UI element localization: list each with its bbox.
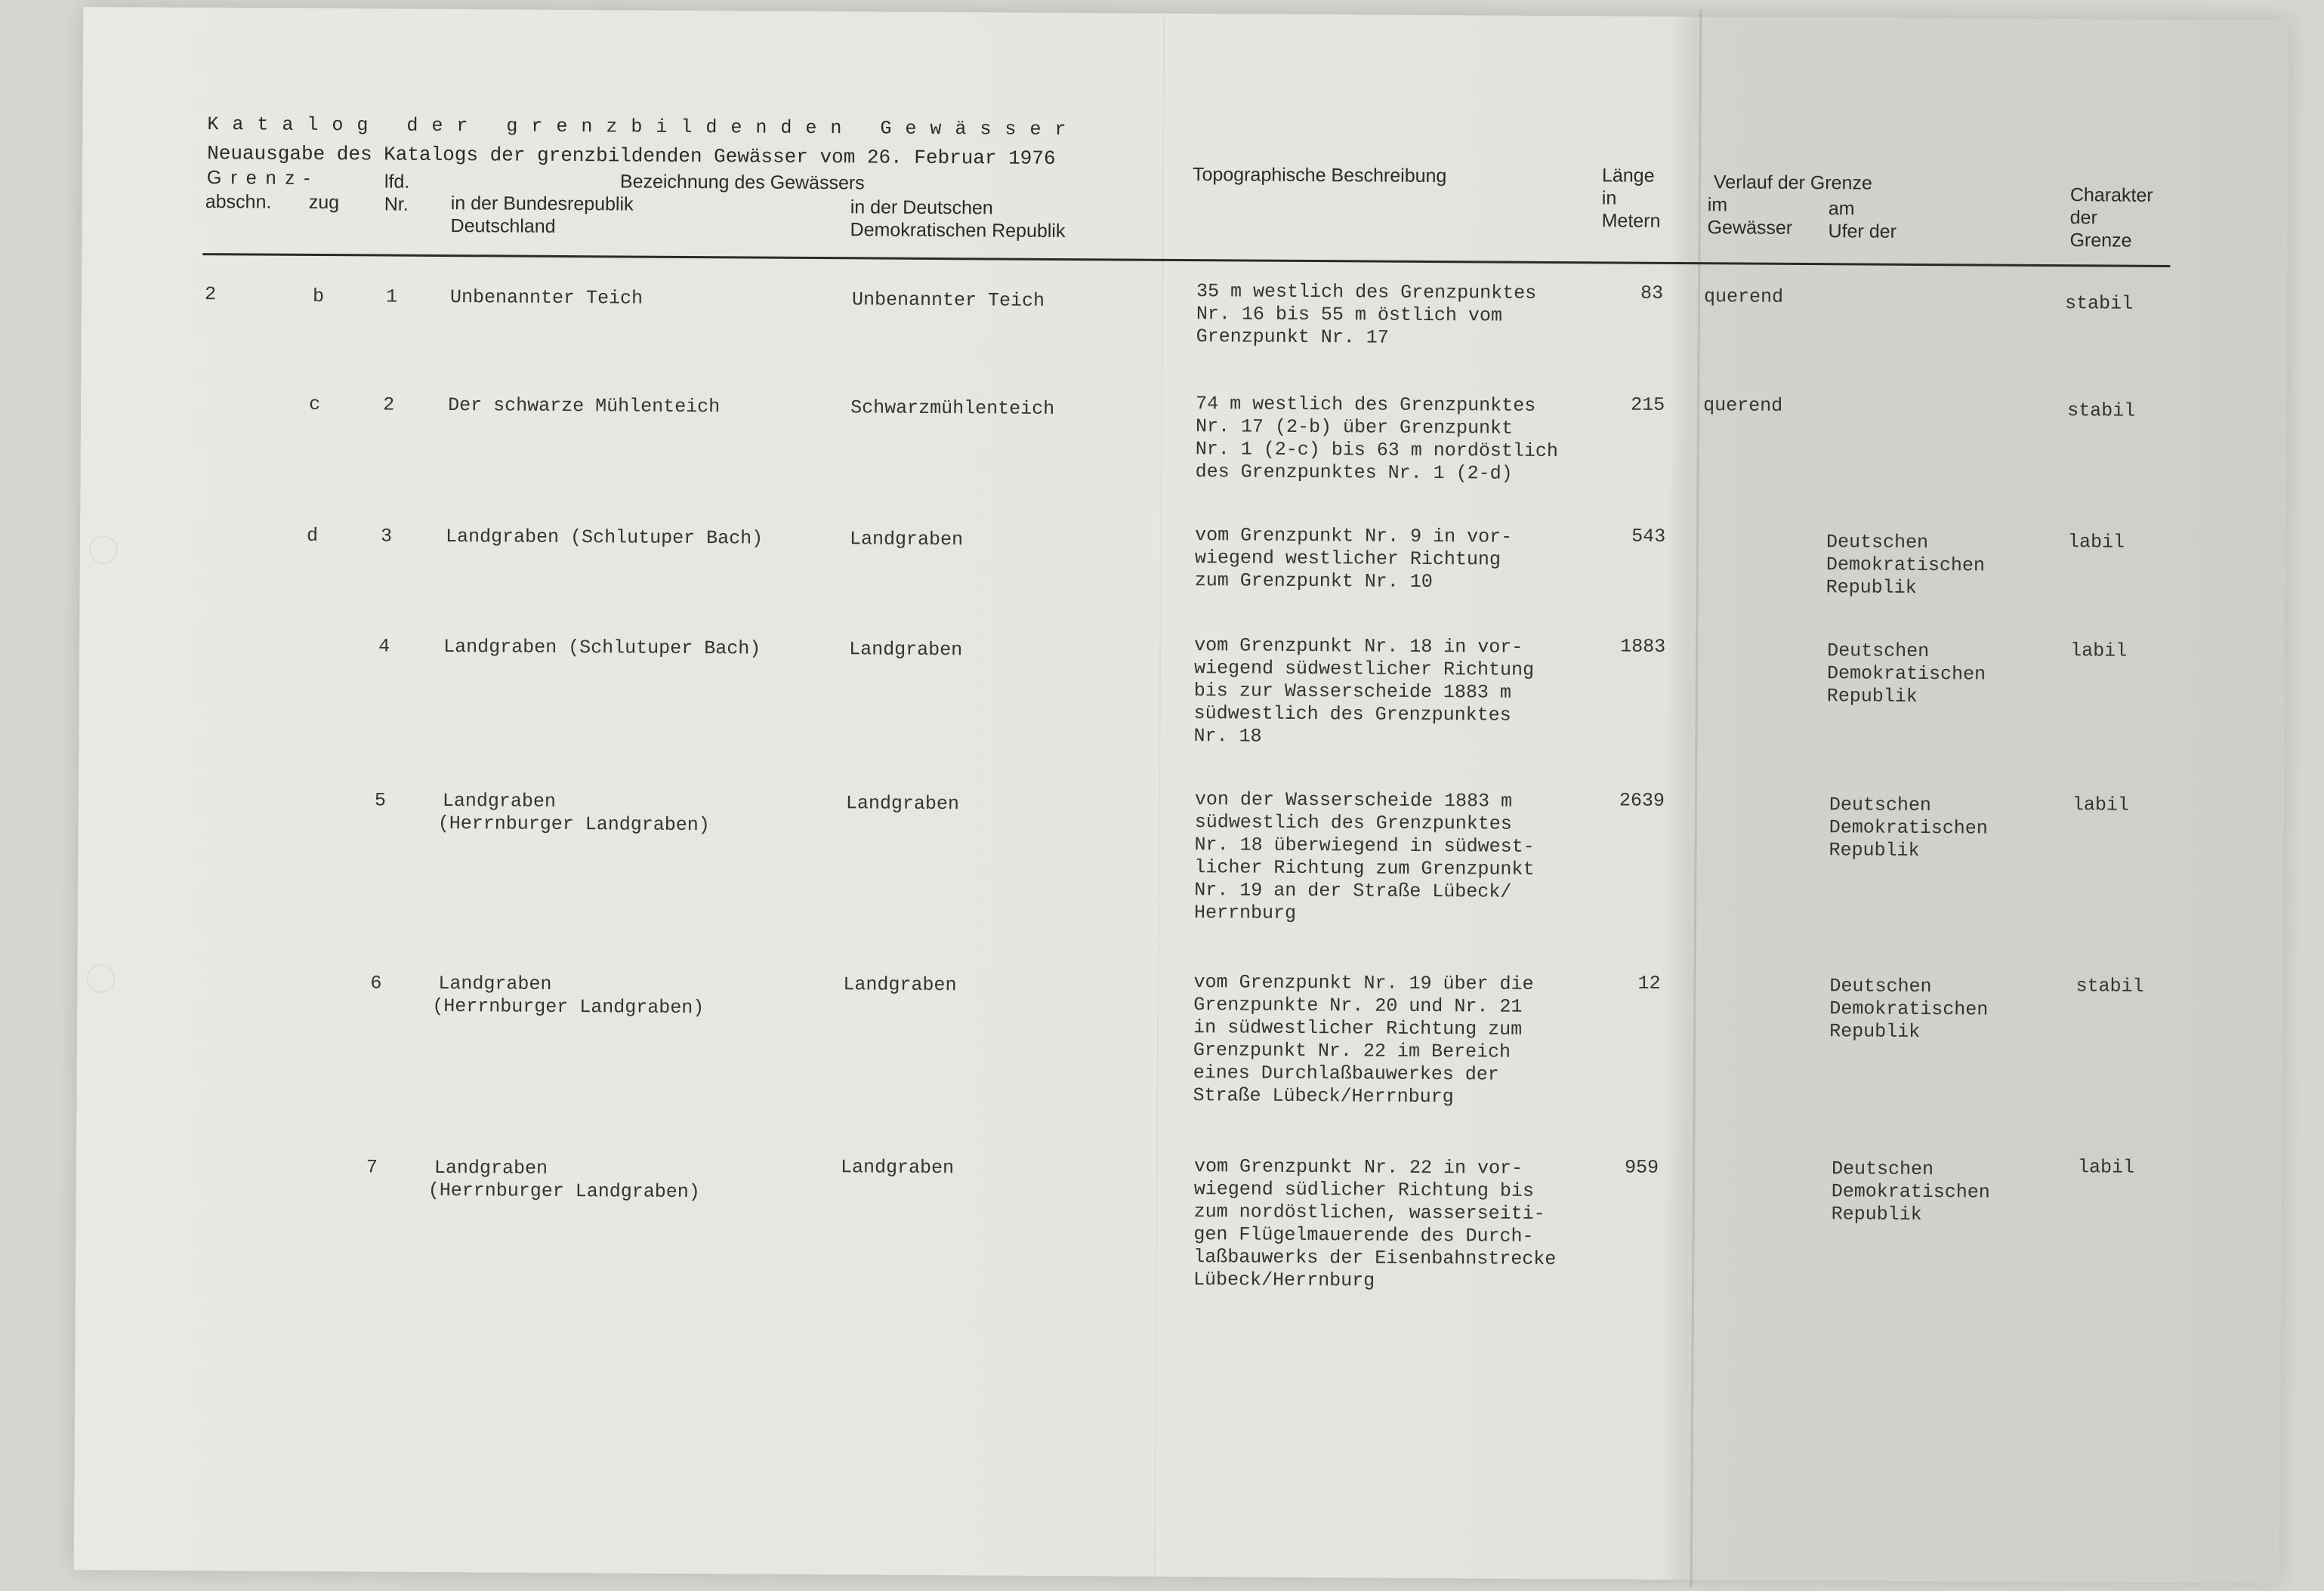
- header-laenge-line1: Länge: [1601, 165, 1655, 187]
- header-im-line2: Gewässer: [1707, 217, 1793, 239]
- cell-zug: c: [309, 393, 321, 416]
- cell-ddr-name: Landgraben: [843, 973, 957, 997]
- header-ddr-line2: Demokratischen Republik: [850, 219, 1066, 242]
- cell-topo-line: gen Flügelmauerende des Durch-: [1193, 1223, 1534, 1247]
- cell-brd-name: (Herrnburger Landgraben): [427, 1179, 700, 1204]
- cell-topo-line: Herrnburg: [1193, 902, 1297, 924]
- cell-ufer-line: Deutschen: [1826, 531, 1929, 554]
- header-ddr-line1: in der Deutschen: [850, 196, 993, 219]
- cell-ddr-name: Unbenannter Teich: [851, 288, 1045, 312]
- cell-nr: 7: [366, 1156, 378, 1179]
- cell-brd-name: Der schwarze Mühlenteich: [448, 394, 721, 418]
- cell-ufer-line: Demokratischen: [1826, 553, 1986, 577]
- cell-topo-line: wiegend südlicher Richtung bis: [1193, 1178, 1534, 1202]
- cell-topo-line: Grenzpunkt Nr. 22 im Bereich: [1193, 1039, 1511, 1063]
- cell-charakter: labil: [2070, 640, 2128, 662]
- cell-charakter: stabil: [2064, 292, 2134, 315]
- cell-ddr-name: Landgraben: [845, 792, 960, 816]
- header-zug: zug: [308, 191, 340, 214]
- cell-topo-line: licher Richtung zum Grenzpunkt: [1194, 856, 1535, 880]
- cell-charakter: stabil: [2067, 399, 2136, 422]
- cell-topo-line: zum nordöstlichen, wasserseiti-: [1193, 1201, 1545, 1225]
- cell-topo-line: Nr. 18: [1193, 725, 1262, 748]
- cell-nr: 4: [378, 635, 390, 658]
- cell-ufer-line: Demokratischen: [1829, 997, 1989, 1021]
- cell-topo-line: wiegend südwestlicher Richtung: [1193, 657, 1535, 681]
- cell-ddr-name: Schwarzmühlenteich: [850, 396, 1055, 420]
- header-im-line1: im: [1707, 194, 1728, 216]
- cell-laenge: 1883: [1620, 635, 1666, 658]
- cell-ufer-line: Republik: [1826, 685, 1918, 708]
- overlapping-sheet-edge: [1690, 9, 1702, 1587]
- cell-topo-line: Nr. 1 (2-c) bis 63 m nordöstlich: [1195, 438, 1558, 463]
- header-am-line2: Ufer der: [1828, 220, 1897, 242]
- header-bezeichnung: Bezeichnung des Gewässers: [619, 171, 865, 194]
- cell-topo-line: Lübeck/Herrnburg: [1193, 1269, 1375, 1292]
- cell-topo-line: 74 m westlich des Grenzpunktes: [1196, 393, 1536, 417]
- cell-topo-line: von der Wasserscheide 1883 m: [1194, 788, 1513, 812]
- cell-topo-line: vom Grenzpunkt Nr. 22 in vor-: [1193, 1155, 1523, 1179]
- cell-topo-line: Straße Lübeck/Herrnburg: [1193, 1084, 1454, 1108]
- header-nr: Nr.: [384, 193, 409, 215]
- cell-topo-line: in südwestlicher Richtung zum: [1193, 1016, 1523, 1041]
- cell-topo-line: 35 m westlich des Grenzpunktes: [1196, 280, 1537, 304]
- cell-nr: 6: [370, 972, 382, 994]
- header-charakter-line2: der: [2069, 207, 2097, 229]
- cell-topo-line: wiegend westlicher Richtung: [1194, 547, 1501, 571]
- header-grenz: Grenz-: [206, 167, 319, 190]
- cell-topo-line: Nr. 17 (2-b) über Grenzpunkt: [1195, 415, 1514, 439]
- header-rule: [202, 253, 2170, 267]
- header-charakter-line1: Charakter: [2069, 184, 2153, 206]
- cell-topo-line: vom Grenzpunkt Nr. 9 in vor-: [1195, 524, 1513, 548]
- punch-hole-mark: [89, 535, 118, 564]
- cell-ufer-line: Demokratischen: [1826, 662, 1986, 686]
- cell-brd-name: Unbenannter Teich: [449, 286, 643, 310]
- cell-ufer-line: Republik: [1829, 1020, 1921, 1043]
- cell-charakter: labil: [2067, 531, 2125, 553]
- cell-brd-name: (Herrnburger Landgraben): [432, 994, 705, 1019]
- cell-topo-line: Nr. 18 überwiegend in südwest-: [1194, 834, 1535, 858]
- punch-hole-mark: [86, 964, 115, 993]
- cell-topo-line: eines Durchlaßbauwerkes der: [1193, 1062, 1499, 1086]
- cell-ufer-line: Deutschen: [1829, 975, 1932, 998]
- cell-brd-name: Landgraben: [442, 790, 557, 812]
- cell-ddr-name: Landgraben: [849, 638, 963, 661]
- cell-topo-line: südwestlich des Grenzpunktes: [1194, 811, 1512, 835]
- cell-charakter: labil: [2077, 1156, 2135, 1179]
- cell-laenge: 83: [1640, 282, 1664, 304]
- cell-ufer-line: Republik: [1829, 839, 1920, 862]
- header-brd-line1: in der Bundesrepublik: [450, 193, 634, 215]
- catalog-subtitle: Neuausgabe des Katalogs der grenzbildenden Gewässer vom 26. Februar 1976: [207, 142, 1056, 170]
- cell-ufer-line: Demokratischen: [1829, 816, 1988, 840]
- cell-ufer-line: Deutschen: [1827, 640, 1930, 663]
- cell-topo-line: Nr. 16 bis 55 m östlich vom: [1196, 303, 1503, 327]
- cell-abschn: 2: [204, 283, 217, 306]
- header-abschn: abschn.: [205, 191, 272, 213]
- cell-topo-line: vom Grenzpunkt Nr. 19 über die: [1193, 971, 1534, 995]
- header-topo: Topographische Beschreibung: [1192, 164, 1447, 187]
- cell-nr: 5: [374, 789, 387, 812]
- catalog-title: Katalog der grenzbildenden Gewässer: [207, 113, 1080, 141]
- header-laenge-line2: in: [1601, 187, 1617, 209]
- cell-laenge: 959: [1624, 1156, 1659, 1179]
- cell-ufer-line: Demokratischen: [1831, 1180, 1990, 1204]
- cell-ufer-line: Deutschen: [1829, 794, 1932, 817]
- cell-charakter: stabil: [2076, 975, 2144, 997]
- cell-topo-line: zum Grenzpunkt Nr. 10: [1194, 569, 1433, 594]
- cell-brd-name: Landgraben: [438, 972, 552, 995]
- header-verlauf: Verlauf der Grenze: [1713, 171, 1872, 194]
- cell-topo-line: des Grenzpunktes Nr. 1 (2-d): [1195, 461, 1513, 485]
- cell-ddr-name: Landgraben: [849, 528, 964, 551]
- header-am-line1: am: [1828, 198, 1855, 220]
- cell-laenge: 2639: [1619, 789, 1665, 812]
- header-laenge-line3: Metern: [1601, 210, 1661, 232]
- document-page: [74, 7, 2289, 1583]
- cell-brd-name: Landgraben (Schlutuper Bach): [445, 526, 764, 550]
- cell-topo-line: vom Grenzpunkt Nr. 18 in vor-: [1194, 634, 1523, 658]
- cell-ufer-line: Deutschen: [1831, 1158, 1934, 1181]
- cell-nr: 3: [380, 525, 393, 547]
- cell-topo-line: bis zur Wasserscheide 1883 m: [1193, 680, 1512, 704]
- cell-topo-line: Grenzpunkte Nr. 20 und Nr. 21: [1193, 994, 1523, 1018]
- cell-laenge: 12: [1637, 972, 1661, 994]
- cell-nr: 1: [385, 285, 398, 308]
- cell-laenge: 215: [1631, 393, 1665, 416]
- cell-verlauf-im: querend: [1703, 285, 1784, 308]
- cell-laenge: 543: [1631, 525, 1666, 547]
- header-charakter-line3: Grenze: [2069, 230, 2132, 251]
- cell-topo-line: Nr. 19 an der Straße Lübeck/: [1194, 879, 1512, 903]
- cell-ufer-line: Republik: [1831, 1203, 1922, 1226]
- cell-nr: 2: [383, 393, 395, 416]
- cell-charakter: labil: [2072, 794, 2130, 816]
- header-brd-line2: Deutschland: [450, 215, 556, 237]
- cell-brd-name: (Herrnburger Landgraben): [437, 812, 710, 837]
- cell-brd-name: Landgraben (Schlutuper Bach): [443, 636, 761, 660]
- cell-brd-name: Landgraben: [434, 1156, 548, 1179]
- cell-ddr-name: Landgraben: [840, 1156, 955, 1179]
- cell-verlauf-im: querend: [1703, 394, 1783, 417]
- cell-topo-line: Grenzpunkt Nr. 17: [1196, 325, 1389, 349]
- header-lfd: lfd.: [384, 171, 410, 193]
- page-fold: [1154, 14, 1165, 1577]
- cell-topo-line: laßbauwerks der Eisenbahnstrecke: [1193, 1246, 1557, 1271]
- cell-zug: b: [312, 285, 325, 308]
- cell-topo-line: südwestlich des Grenzpunktes: [1193, 702, 1511, 726]
- cell-zug: d: [306, 524, 319, 547]
- cell-ufer-line: Republik: [1826, 576, 1917, 599]
